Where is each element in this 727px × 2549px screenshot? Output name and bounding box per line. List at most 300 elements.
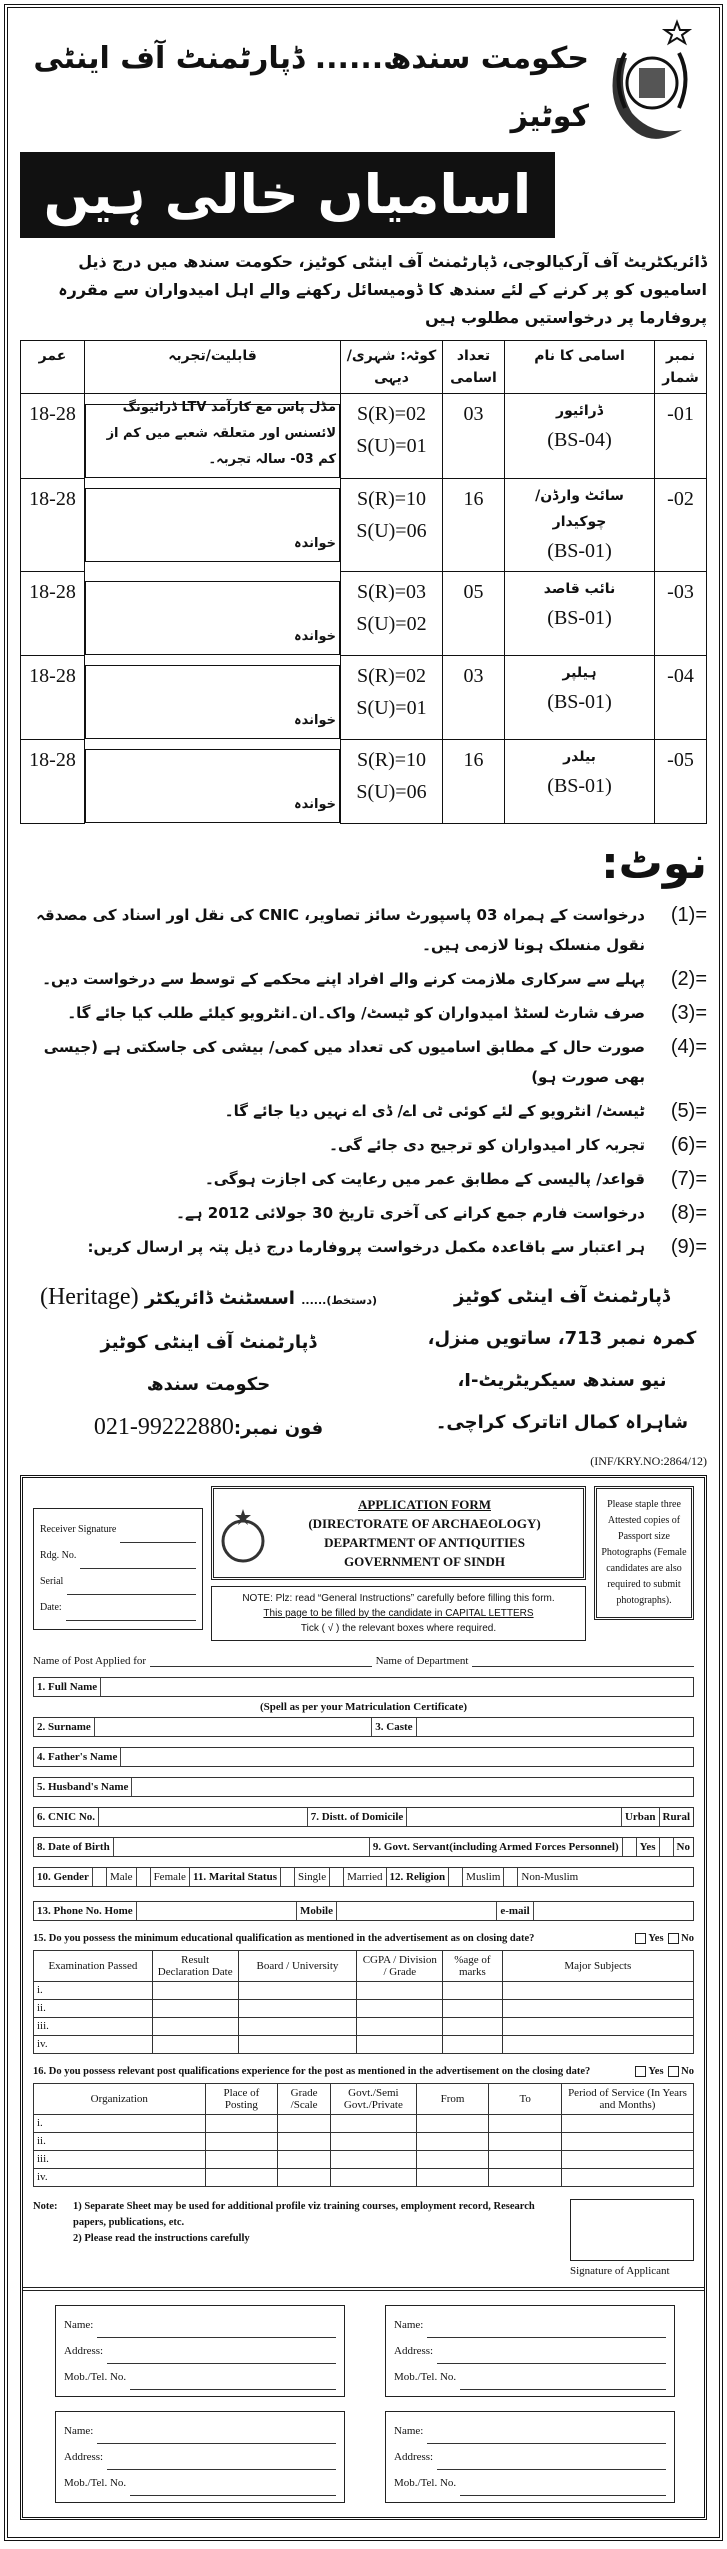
header-title: حکومت سندھ...... ڈپارٹمنٹ آف اینٹی کوٹیز <box>33 41 589 134</box>
phone-home-label: 13. Phone No. Home <box>34 1902 137 1920</box>
note-item <box>20 900 707 960</box>
q16-no-checkbox[interactable] <box>668 2066 679 2077</box>
qualification-cell: مڈل پاس مع کارآمد LTV ڈرائیونگ لائسنس اور متعلقہ شعبے میں کم از کم 03- سالہ تجربہ۔ <box>85 404 340 478</box>
form-org: (DIRECTORATE OF ARCHAEOLOGY) <box>308 1515 541 1531</box>
govt-no-option[interactable]: No <box>676 1840 690 1853</box>
quota-urban: S(U)=02 <box>356 612 427 635</box>
ref-field-label: Name: <box>64 2424 94 2437</box>
qualification-cell: خواندہ <box>85 488 340 562</box>
cnic-label: 6. CNIC No. <box>34 1808 99 1826</box>
date-input[interactable] <box>66 1609 196 1621</box>
ref-field-label: Mob./Tel. No. <box>394 2476 457 2489</box>
age-cell: 18-28 <box>21 394 85 479</box>
father-name-label: 4. Father's Name <box>34 1748 121 1766</box>
serial-cell: -03 <box>655 571 707 655</box>
signatory-title: اسسٹنٹ ڈائریکٹر <box>144 1287 295 1309</box>
form-top <box>33 1486 694 1641</box>
note-text: درخواست فارم جمع کرانے کی آخری تاریخ 30 جولائی 2012 ہے۔ <box>176 1203 645 1222</box>
note-text: ٹیسٹ/ انٹرویو کے لئے کوئی ٹی اے/ ڈی اے نہیں دیا جائے گا۔ <box>224 1101 645 1120</box>
char-box-group <box>95 1718 372 1736</box>
serial-input[interactable] <box>67 1583 196 1595</box>
column-header: To <box>489 2083 562 2114</box>
ref-field-input[interactable] <box>97 2432 336 2444</box>
header-text <box>20 18 589 238</box>
full-name-label: 1. Full Name <box>34 1678 101 1696</box>
form-org: DEPARTMENT OF ANTIQUITIES <box>324 1534 525 1550</box>
char-box-group <box>132 1778 693 1796</box>
table-cell[interactable] <box>278 2150 331 2168</box>
age-cell: 18-28 <box>21 478 85 571</box>
table-cell[interactable] <box>502 2017 693 2035</box>
quota-rural: S(R)=03 <box>356 580 427 603</box>
ref-field-label: Name: <box>394 2424 424 2437</box>
form-emblem-icon <box>220 1507 266 1565</box>
table-cell[interactable] <box>205 2168 278 2186</box>
table-row <box>21 739 707 823</box>
ref-field-label: Name: <box>64 2318 94 2331</box>
quota-rural: S(R)=10 <box>356 487 427 510</box>
quota-urban: S(U)=01 <box>356 696 427 719</box>
ref-field-label: Address: <box>394 2344 434 2357</box>
note-item <box>20 1130 707 1160</box>
note-text: صرف شارٹ لسٹڈ امیدواران کو ٹیسٹ/ واک۔ان۔انٹرویو کیلئے طلب کیا جائے گا۔ <box>67 1003 645 1022</box>
email-label: e-mail <box>497 1902 533 1920</box>
table-cell[interactable] <box>357 1981 443 1999</box>
table-cell[interactable] <box>330 2168 416 2186</box>
quota-urban: S(U)=06 <box>356 519 427 542</box>
ref-field-label: Mob./Tel. No. <box>64 2370 127 2383</box>
row-label: ii. <box>34 2132 206 2150</box>
table-cell[interactable] <box>561 2150 693 2168</box>
ref-field-input[interactable] <box>427 2326 666 2338</box>
post-name: نائب قاصد <box>543 580 616 597</box>
table-cell[interactable] <box>278 2114 331 2132</box>
table-row <box>34 2150 694 2168</box>
column-header: Period of Service (In Years and Months) <box>561 2083 693 2114</box>
qualification-cell: خواندہ <box>85 665 340 739</box>
table-cell[interactable] <box>205 2132 278 2150</box>
date-label: Date: <box>40 1601 62 1613</box>
post-name: بیلدر <box>563 748 596 765</box>
table-cell[interactable] <box>489 2132 562 2150</box>
table-cell[interactable] <box>416 2168 489 2186</box>
table-cell[interactable] <box>152 1981 238 1999</box>
table-row <box>34 2132 694 2150</box>
char-box-group <box>101 1678 693 1696</box>
q15-no-checkbox[interactable] <box>668 1933 679 1944</box>
table-cell[interactable] <box>416 2150 489 2168</box>
table-cell[interactable] <box>416 2114 489 2132</box>
form-title: APPLICATION FORM <box>357 1496 491 1512</box>
note-number: (6)= <box>670 1133 707 1156</box>
office-use-box <box>33 1508 203 1630</box>
row-label: iv. <box>34 2035 153 2053</box>
ref-field-label: Mob./Tel. No. <box>394 2370 457 2383</box>
qualification-cell: خواندہ <box>85 749 340 823</box>
col-serial: نمبر شمار <box>655 341 707 394</box>
ref-field-input[interactable] <box>460 2484 666 2496</box>
ref-field-label: Address: <box>394 2450 434 2463</box>
column-header: Examination Passed <box>34 1950 153 1981</box>
table-cell[interactable] <box>561 2114 693 2132</box>
reference-box <box>55 2305 345 2397</box>
ad-frame <box>4 4 723 2541</box>
column-header: Grade /Scale <box>278 2083 331 2114</box>
phone-row[interactable] <box>33 1901 694 1921</box>
post-applied-label: Name of Post Applied for <box>33 1654 147 1667</box>
full-name-row[interactable] <box>33 1677 694 1697</box>
govt-servant-label: 9. Govt. Servant(including Armed Forces Personnel) <box>370 1838 623 1856</box>
serial-cell: -02 <box>655 478 707 571</box>
table-row <box>21 478 707 571</box>
ref-field-label: Address: <box>64 2450 104 2463</box>
table-cell[interactable] <box>489 2114 562 2132</box>
reference-box <box>385 2305 675 2397</box>
row-label: i. <box>34 2114 206 2132</box>
note-number: (5)= <box>670 1099 707 1122</box>
form-org: GOVERNMENT OF SINDH <box>343 1553 506 1569</box>
q15-row <box>33 1931 694 1946</box>
char-box-group <box>121 1748 693 1766</box>
q16-row <box>33 2064 694 2079</box>
non-muslim-option[interactable]: Non-Muslim <box>521 1870 579 1883</box>
urban-option[interactable]: Urban <box>622 1808 660 1826</box>
photo-box[interactable]: Please staple three Attested copies of Passport size Photographs (Female candidates are also required to submit photographs). <box>594 1486 694 1620</box>
form-note-2: 2) Please read the instructions carefully <box>73 2232 250 2244</box>
mobile-label: Mobile <box>297 1902 337 1920</box>
table-row <box>21 394 707 479</box>
father-name-row[interactable] <box>33 1747 694 1767</box>
row-label: iii. <box>34 2150 206 2168</box>
ref-field-label: Address: <box>64 2344 104 2357</box>
cnic-domicile-row[interactable] <box>33 1807 694 1827</box>
form-header <box>211 1486 586 1641</box>
post-scale: (BS-01) <box>547 539 612 562</box>
muslim-option[interactable]: Muslim <box>463 1868 504 1886</box>
table-cell[interactable] <box>561 2132 693 2150</box>
table-cell[interactable] <box>278 2168 331 2186</box>
signatory-govt: حکومت سندھ <box>146 1373 271 1395</box>
address-line: کمرہ نمبر 713، ساتویں منزل، <box>427 1327 697 1349</box>
form-notes <box>33 2199 694 2277</box>
table-cell[interactable] <box>330 2132 416 2150</box>
table-cell[interactable] <box>416 2132 489 2150</box>
signatory-block <box>20 1276 397 1450</box>
form-title-box <box>211 1486 586 1580</box>
signature-label: Signature of Applicant <box>570 2264 670 2277</box>
ref-field-input[interactable] <box>107 2352 336 2364</box>
q15-no-label: No <box>681 1932 694 1944</box>
domicile-input[interactable] <box>407 1808 622 1826</box>
column-header: From <box>416 2083 489 2114</box>
table-cell[interactable] <box>489 2150 562 2168</box>
column-header: %age of marks <box>443 1950 502 1981</box>
row-label: i. <box>34 1981 153 1999</box>
male-option[interactable]: Male <box>107 1868 137 1886</box>
serial-cell: -04 <box>655 655 707 739</box>
table-cell[interactable] <box>238 2035 357 2053</box>
note-text: ہر اعتبار سے باقاعدہ مکمل درخواست پروفارما درج ذیل پتہ پر ارسال کریں: <box>87 1237 645 1256</box>
row-label: iii. <box>34 2017 153 2035</box>
count-cell: 05 <box>443 571 505 655</box>
reference-boxes <box>33 2291 694 2503</box>
q15-yes-checkbox[interactable] <box>635 1933 646 1944</box>
char-box-group <box>99 1808 308 1826</box>
quota-cell <box>341 478 443 571</box>
column-header: Board / University <box>238 1950 357 1981</box>
religion-label: 12. Religion <box>387 1868 450 1886</box>
phone-home-input[interactable] <box>137 1902 297 1920</box>
table-cell[interactable] <box>489 2168 562 2186</box>
serial-cell: -05 <box>655 739 707 823</box>
table-cell[interactable] <box>330 2114 416 2132</box>
table-cell[interactable] <box>502 1999 693 2017</box>
intro-text: ڈائریکٹریٹ آف آرکیالوجی، ڈپارٹمنٹ آف اینٹی کوٹیز، حکومت سندھ میں درج ذیل اسامیوں کو پر کرنے کے لئے سندھ کا ڈومیسائل رکھنے والے اہل امیدواران سے مقررہ پروفارما پر درخواستیں مطلوب ہیں <box>58 252 707 327</box>
quota-cell <box>341 571 443 655</box>
reg-no-input[interactable] <box>80 1557 196 1569</box>
education-table <box>33 1950 694 2054</box>
form-note-line: Tick ( √ ) the relevant boxes where required. <box>300 1622 497 1634</box>
married-box[interactable] <box>330 1868 344 1886</box>
count-cell: 03 <box>443 394 505 479</box>
dob-govt-row[interactable] <box>33 1837 694 1857</box>
form-note-box <box>211 1586 586 1641</box>
q16-yes-label: Yes <box>648 2065 664 2077</box>
vacancies-table <box>20 340 707 824</box>
ref-field-input[interactable] <box>97 2326 336 2338</box>
experience-table <box>33 2083 694 2187</box>
col-post: اسامی کا نام <box>505 341 655 394</box>
table-row <box>34 1981 694 1999</box>
note-item <box>20 1198 707 1228</box>
post-name: ڈرائیور <box>556 403 603 419</box>
quota-urban: S(U)=01 <box>356 435 427 457</box>
column-header: Govt./Semi Govt./Private <box>330 2083 416 2114</box>
column-header: Organization <box>34 2083 206 2114</box>
govt-yes-box[interactable] <box>623 1838 637 1856</box>
male-box[interactable] <box>93 1868 107 1886</box>
ref-field-input[interactable] <box>130 2484 336 2496</box>
address-section <box>20 1276 707 1450</box>
post-cell <box>505 739 655 823</box>
post-scale: (BS-04) <box>547 429 612 451</box>
single-option[interactable]: Single <box>295 1868 330 1886</box>
department-label: Name of Department <box>375 1654 469 1667</box>
reg-no-label: Rdg. No. <box>40 1549 77 1561</box>
gender-marital-religion-row[interactable] <box>33 1867 694 1887</box>
table-cell[interactable] <box>502 2035 693 2053</box>
vacancies-banner: اسامیاں خالی ہیں <box>20 152 555 238</box>
signatory-dept: ڈپارٹمنٹ آف اینٹی کوٹیز <box>100 1331 317 1353</box>
single-box[interactable] <box>281 1868 295 1886</box>
note-text: صورت حال کے مطابق اسامیوں کی تعداد میں کمی/ بیشی کی جاسکتی ہے (جیسی بھی صورت ہو) <box>43 1037 645 1086</box>
ref-field-input[interactable] <box>460 2378 666 2390</box>
reference-box <box>385 2411 675 2503</box>
q16-no-label: No <box>681 2065 694 2077</box>
note-text: تجربہ کار امیدواران کو ترجیح دی جائے گی۔ <box>329 1135 645 1154</box>
surname-caste-row[interactable] <box>33 1717 694 1737</box>
post-scale: (BS-01) <box>547 690 612 713</box>
caste-label: 3. Caste <box>372 1718 416 1736</box>
note-number: (7)= <box>670 1167 707 1190</box>
quota-cell <box>341 655 443 739</box>
note-number: (1)= <box>670 903 707 926</box>
govt-yes-option[interactable]: Yes <box>637 1838 660 1856</box>
signature-box[interactable] <box>570 2199 694 2261</box>
table-cell[interactable] <box>238 1981 357 1999</box>
post-applied-input[interactable] <box>150 1655 372 1667</box>
char-box-group <box>417 1718 693 1736</box>
receiver-signature-input[interactable] <box>120 1531 196 1543</box>
post-applied-row <box>33 1655 694 1667</box>
serial-cell: -01 <box>655 394 707 479</box>
domicile-label: 7. Distt. of Domicile <box>308 1808 408 1826</box>
notes-list <box>20 900 707 1262</box>
serial-label: Serial <box>40 1575 64 1587</box>
qualification-cell: خواندہ <box>85 581 340 655</box>
ref-field-label: Mob./Tel. No. <box>64 2476 127 2489</box>
note-item <box>20 1164 707 1194</box>
table-cell[interactable] <box>443 2035 502 2053</box>
row-label: ii. <box>34 1999 153 2017</box>
table-cell[interactable] <box>152 2035 238 2053</box>
mailing-address <box>417 1276 707 1450</box>
reference-box <box>55 2411 345 2503</box>
address-line: شاہراہ کمال اتاترک کراچی۔ <box>435 1411 689 1433</box>
col-qualification: قابلیت/تجربہ <box>85 341 341 394</box>
reference-number: (INF/KRY.NO:2864/12) <box>590 1453 707 1468</box>
table-row <box>34 2017 694 2035</box>
signature-mark: (دستخط)...... <box>301 1293 378 1307</box>
table-cell[interactable] <box>443 2017 502 2035</box>
non-muslim-box[interactable] <box>504 1868 518 1886</box>
quota-rural: S(R)=02 <box>356 403 427 425</box>
quota-rural: S(R)=02 <box>356 664 427 687</box>
table-cell[interactable] <box>238 2017 357 2035</box>
header <box>20 18 707 238</box>
table-cell[interactable] <box>238 1999 357 2017</box>
table-cell[interactable] <box>561 2168 693 2186</box>
count-cell: 16 <box>443 478 505 571</box>
table-cell[interactable] <box>443 1999 502 2017</box>
post-name: سائٹ وارڈن/ چوکیدار <box>535 487 624 530</box>
form-note-line: This page to be filled by the candidate in CAPITAL LETTERS <box>263 1607 534 1619</box>
sindh-government-emblem <box>597 18 707 153</box>
table-cell[interactable] <box>330 2150 416 2168</box>
govt-no-box[interactable] <box>660 1838 674 1856</box>
table-cell[interactable] <box>278 2132 331 2150</box>
age-cell: 18-28 <box>21 571 85 655</box>
row-label: iv. <box>34 2168 206 2186</box>
note-text: درخواست کے ہمراہ 03 پاسپورٹ سائز تصاویر، CNIC کی نقل اور اسناد کی مصدقہ نقول منسلک ہونا لازمی ہیں۔ <box>36 905 645 954</box>
note-text: پہلے سے سرکاری ملازمت کرنے والے افراد اپنے محکمے کے توسط سے درخواست دیں۔ <box>42 969 645 988</box>
department-input[interactable] <box>472 1655 694 1667</box>
col-quota: کوٹہ: شہری/ دیہی <box>341 341 443 394</box>
phone-number: 021-99222880 <box>93 1413 234 1440</box>
form-note-line: NOTE: Plz: read “General Instructions” carefully before filling this form. <box>242 1592 555 1604</box>
post-name: ہیلپر <box>562 664 597 681</box>
post-cell <box>505 571 655 655</box>
post-scale: (BS-01) <box>547 774 612 797</box>
ref-field-input[interactable] <box>437 2458 666 2470</box>
note-item <box>20 998 707 1028</box>
note-item <box>20 1232 707 1262</box>
female-box[interactable] <box>137 1868 151 1886</box>
signature-area <box>570 2199 694 2277</box>
surname-label: 2. Surname <box>34 1718 95 1736</box>
age-cell: 18-28 <box>21 739 85 823</box>
age-cell: 18-28 <box>21 655 85 739</box>
quota-urban: S(U)=06 <box>356 780 427 803</box>
table-cell[interactable] <box>152 2017 238 2035</box>
muslim-box[interactable] <box>449 1868 463 1886</box>
application-form <box>20 1475 707 2520</box>
table-cell[interactable] <box>205 2150 278 2168</box>
form-note-1: 1) Separate Sheet may be used for additional profile viz training courses, employment record, Research papers, publications, etc. <box>73 2200 535 2228</box>
table-row <box>34 2114 694 2132</box>
column-header: Place of Posting <box>205 2083 278 2114</box>
table-row <box>34 2168 694 2186</box>
email-input[interactable] <box>534 1902 693 1920</box>
female-option[interactable]: Female <box>151 1868 190 1886</box>
married-option[interactable]: Married <box>344 1868 386 1886</box>
table-cell[interactable] <box>205 2114 278 2132</box>
table-cell[interactable] <box>502 1981 693 1999</box>
ref-field-input[interactable] <box>130 2378 336 2390</box>
table-cell[interactable] <box>357 1999 443 2017</box>
column-header: Major Subjects <box>502 1950 693 1981</box>
note-number: (2)= <box>670 967 707 990</box>
table-cell[interactable] <box>357 2035 443 2053</box>
notes-heading: نوٹ: <box>601 837 707 889</box>
table-cell[interactable] <box>152 1999 238 2017</box>
phone-label: فون نمبر: <box>233 1417 324 1439</box>
note-number: (8)= <box>670 1201 707 1224</box>
quota-cell <box>341 739 443 823</box>
table-row <box>21 571 707 655</box>
q16-yes-checkbox[interactable] <box>635 2066 646 2077</box>
rural-option[interactable]: Rural <box>662 1810 690 1823</box>
mobile-input[interactable] <box>337 1902 497 1920</box>
table-row <box>34 1999 694 2017</box>
note-item <box>20 964 707 994</box>
ref-field-input[interactable] <box>107 2458 336 2470</box>
quota-cell <box>341 394 443 479</box>
post-cell <box>505 655 655 739</box>
ref-field-input[interactable] <box>437 2352 666 2364</box>
ref-field-input[interactable] <box>427 2432 666 2444</box>
form-note-label: Note: <box>33 2200 58 2212</box>
q15-yes-label: Yes <box>648 1932 664 1944</box>
col-count: تعداد اسامی <box>443 341 505 394</box>
dob-label: 8. Date of Birth <box>34 1838 114 1856</box>
address-line: ڈپارٹمنٹ آف اینٹی کوٹیز <box>454 1285 670 1307</box>
address-line: نیو سندھ سیکریٹریٹ-I، <box>457 1369 667 1391</box>
husband-name-row[interactable] <box>33 1777 694 1797</box>
post-scale: (BS-01) <box>547 606 612 629</box>
count-cell: 16 <box>443 739 505 823</box>
marital-label: 11. Marital Status <box>190 1868 281 1886</box>
column-header: Result Declaration Date <box>152 1950 238 1981</box>
table-cell[interactable] <box>443 1981 502 1999</box>
husband-name-label: 5. Husband's Name <box>34 1778 132 1796</box>
signatory-heritage: (Heritage) <box>39 1283 139 1310</box>
q15-label: 15. Do you possess the minimum educational qualification as mentioned in the advertisement as on closing date? <box>33 1932 535 1944</box>
col-age: عمر <box>21 341 85 394</box>
note-text: قواعد/ پالیسی کے مطابق عمر میں رعایت کی اجازت ہوگی۔ <box>204 1169 645 1188</box>
post-cell <box>505 478 655 571</box>
table-cell[interactable] <box>357 2017 443 2035</box>
